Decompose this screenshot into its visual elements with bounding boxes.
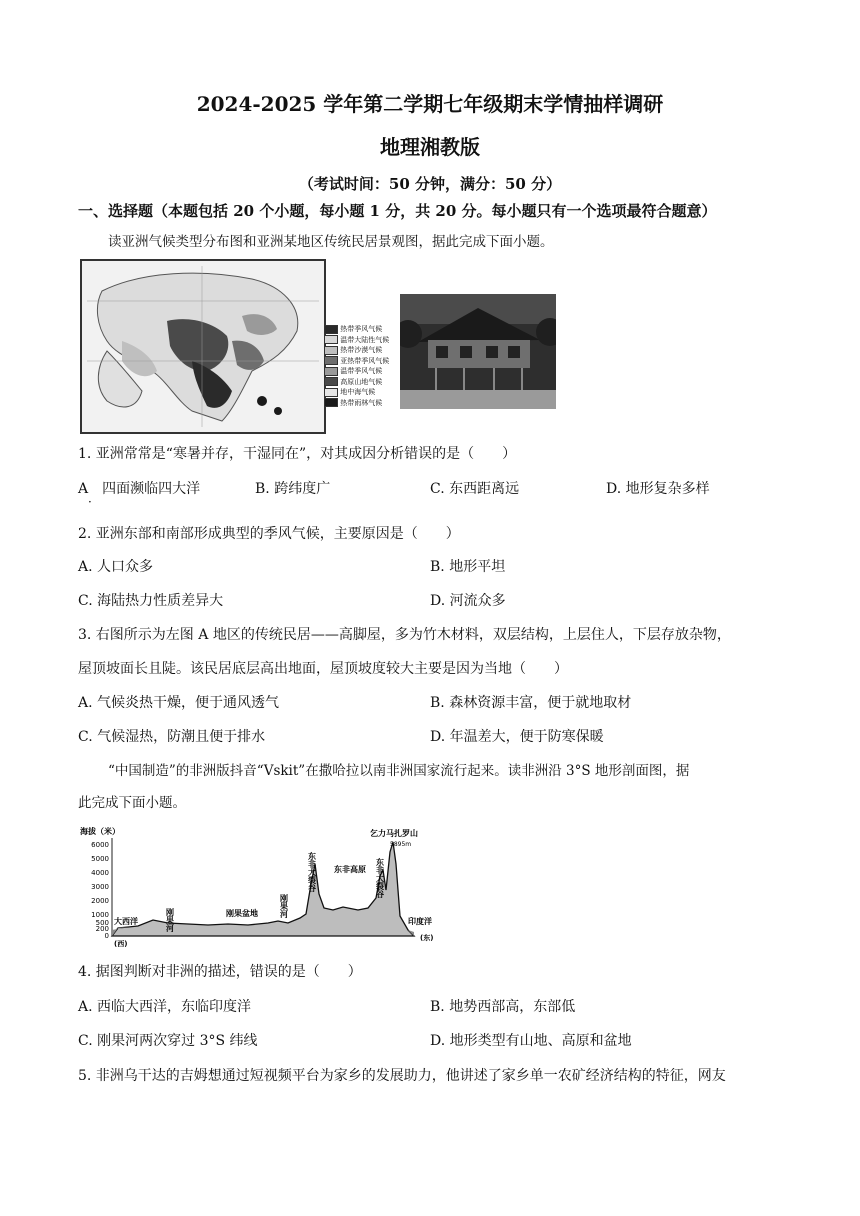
section-intro: 读亚洲气候类型分布图和亚洲某地区传统民居景观图，据此完成下面小题。 — [108, 234, 554, 250]
legend-item: 热带雨林气候 — [324, 398, 406, 409]
subject-title: 地理湘教版 — [380, 135, 480, 159]
q4-option-b[interactable]: B. 地势西部高，东部低 — [430, 999, 576, 1015]
q2-option-c[interactable]: C. 海陆热力性质差异大 — [78, 593, 224, 609]
question-4-stem: 4. 据图判断对非洲的描述，错误的是（ ） — [78, 964, 362, 980]
profile-west-label: (西) — [114, 940, 128, 948]
profile-y-tick: 1000 — [91, 911, 109, 919]
profile-label-atlantic: 大西洋 — [114, 917, 138, 926]
profile-label-rift-1: 东非大裂谷 — [307, 852, 317, 892]
q2-option-a[interactable]: A. 人口众多 — [78, 559, 154, 575]
legend-item: 热带季风气候 — [324, 324, 406, 335]
profile-label-indian-ocean: 印度洋 — [408, 917, 432, 926]
profile-y-label: 海拔（米） — [80, 827, 120, 836]
profile-y-tick: 500 — [95, 919, 109, 927]
legend-item: 亚热带季风气候 — [324, 356, 406, 367]
q3-option-a[interactable]: A. 气候炎热干燥，便于通风透气 — [78, 695, 280, 711]
profile-y-tick: 2000 — [91, 897, 109, 905]
question-5-stem: 5. 非洲乌干达的吉姆想通过短视频平台为家乡的发展助力，他讲述了家乡单一农矿经济结构的特征，网友 — [78, 1068, 726, 1084]
africa-intro-line2: 此完成下面小题。 — [78, 795, 186, 811]
profile-y-tick: 5000 — [91, 855, 109, 863]
legend-item: 热带沙漠气候 — [324, 345, 406, 356]
stilt-house-graphic — [400, 294, 556, 409]
legend-item: 温带大陆性气候 — [324, 335, 406, 346]
profile-label-rift-2: 东非大裂谷 — [375, 858, 385, 898]
q3-option-b[interactable]: B. 森林资源丰富，便于就地取材 — [430, 695, 632, 711]
question-1-stem: 1. 亚洲常常是“寒暑并存，干湿同在”，对其成因分析错误的是（ ） — [78, 446, 517, 462]
q1-option-b[interactable]: B. 跨纬度广 — [255, 481, 331, 497]
stilt-house-photo — [400, 294, 556, 409]
profile-y-tick: 3000 — [91, 883, 109, 891]
q3-option-d[interactable]: D. 年温差大，便于防寒保暖 — [430, 729, 604, 745]
exam-info: （考试时间：50 分钟，满分：50 分） — [298, 175, 562, 193]
q4-option-d[interactable]: D. 地形类型有山地、高原和盆地 — [430, 1033, 632, 1049]
q4-option-c[interactable]: C. 刚果河两次穿过 3°S 纬线 — [78, 1033, 258, 1049]
q1-option-a[interactable]: A 四面濒临四大洋 — [78, 481, 201, 497]
profile-y-tick: 200 — [95, 925, 109, 933]
stray-dot: · — [88, 495, 92, 509]
q1-option-d[interactable]: D. 地形复杂多样 — [606, 481, 710, 497]
profile-y-tick: 0 — [104, 932, 109, 940]
q2-option-b[interactable]: B. 地形平坦 — [430, 559, 506, 575]
legend-item: 温带季风气候 — [324, 366, 406, 377]
africa-profile-chart — [78, 824, 444, 948]
q3-option-c[interactable]: C. 气候湿热，防潮且便于排水 — [78, 729, 266, 745]
exam-title: 2024-2025 学年第二学期七年级期末学情抽样调研 — [196, 92, 664, 116]
profile-east-label: (东) — [420, 934, 434, 942]
question-3-stem-line2: 屋顶坡面长且陡。该民居底层高出地面，屋顶坡度较大主要是因为当地（ ） — [78, 661, 568, 677]
terrain-profile — [112, 842, 414, 936]
profile-label-east-african-plateau: 东非高原 — [334, 865, 366, 874]
q4-option-a[interactable]: A. 西临大西洋，东临印度洋 — [78, 999, 252, 1015]
africa-intro-line1: “中国制造”的非洲版抖音“Vskit”在撒哈拉以南非洲国家流行起来。读非洲沿 3°S 地形剖面图，据 — [108, 763, 690, 779]
map-legend — [324, 324, 406, 408]
section-heading: 一、选择题（本题包括 20 个小题，每小题 1 分，共 20 分。每小题只有一个选项最符合题意） — [78, 202, 717, 220]
profile-peak-label: 乞力马扎罗山 — [370, 829, 418, 838]
asia-climate-map — [80, 259, 390, 434]
q2-option-d[interactable]: D. 河流众多 — [430, 593, 506, 609]
legend-item: 高原山地气候 — [324, 377, 406, 388]
profile-peak-height: 5895m — [390, 841, 412, 848]
profile-y-tick: 6000 — [91, 841, 109, 849]
profile-label-congo-river-1: 刚果河 — [165, 908, 175, 932]
profile-y-tick: 4000 — [91, 869, 109, 877]
question-3-stem-line1: 3. 右图所示为左图 A 地区的传统民居——高脚屋，多为竹木材料，双层结构，上层住人，下层存放杂物， — [78, 627, 731, 643]
profile-label-congo-river-2: 刚果河 — [279, 894, 289, 918]
profile-label-congo-basin: 刚果盆地 — [226, 909, 258, 918]
legend-item: 地中海气候 — [324, 387, 406, 398]
q1-option-c[interactable]: C. 东西距离远 — [430, 481, 520, 497]
asia-map-graphic — [82, 261, 324, 432]
question-2-stem: 2. 亚洲东部和南部形成典型的季风气候，主要原因是（ ） — [78, 526, 460, 542]
